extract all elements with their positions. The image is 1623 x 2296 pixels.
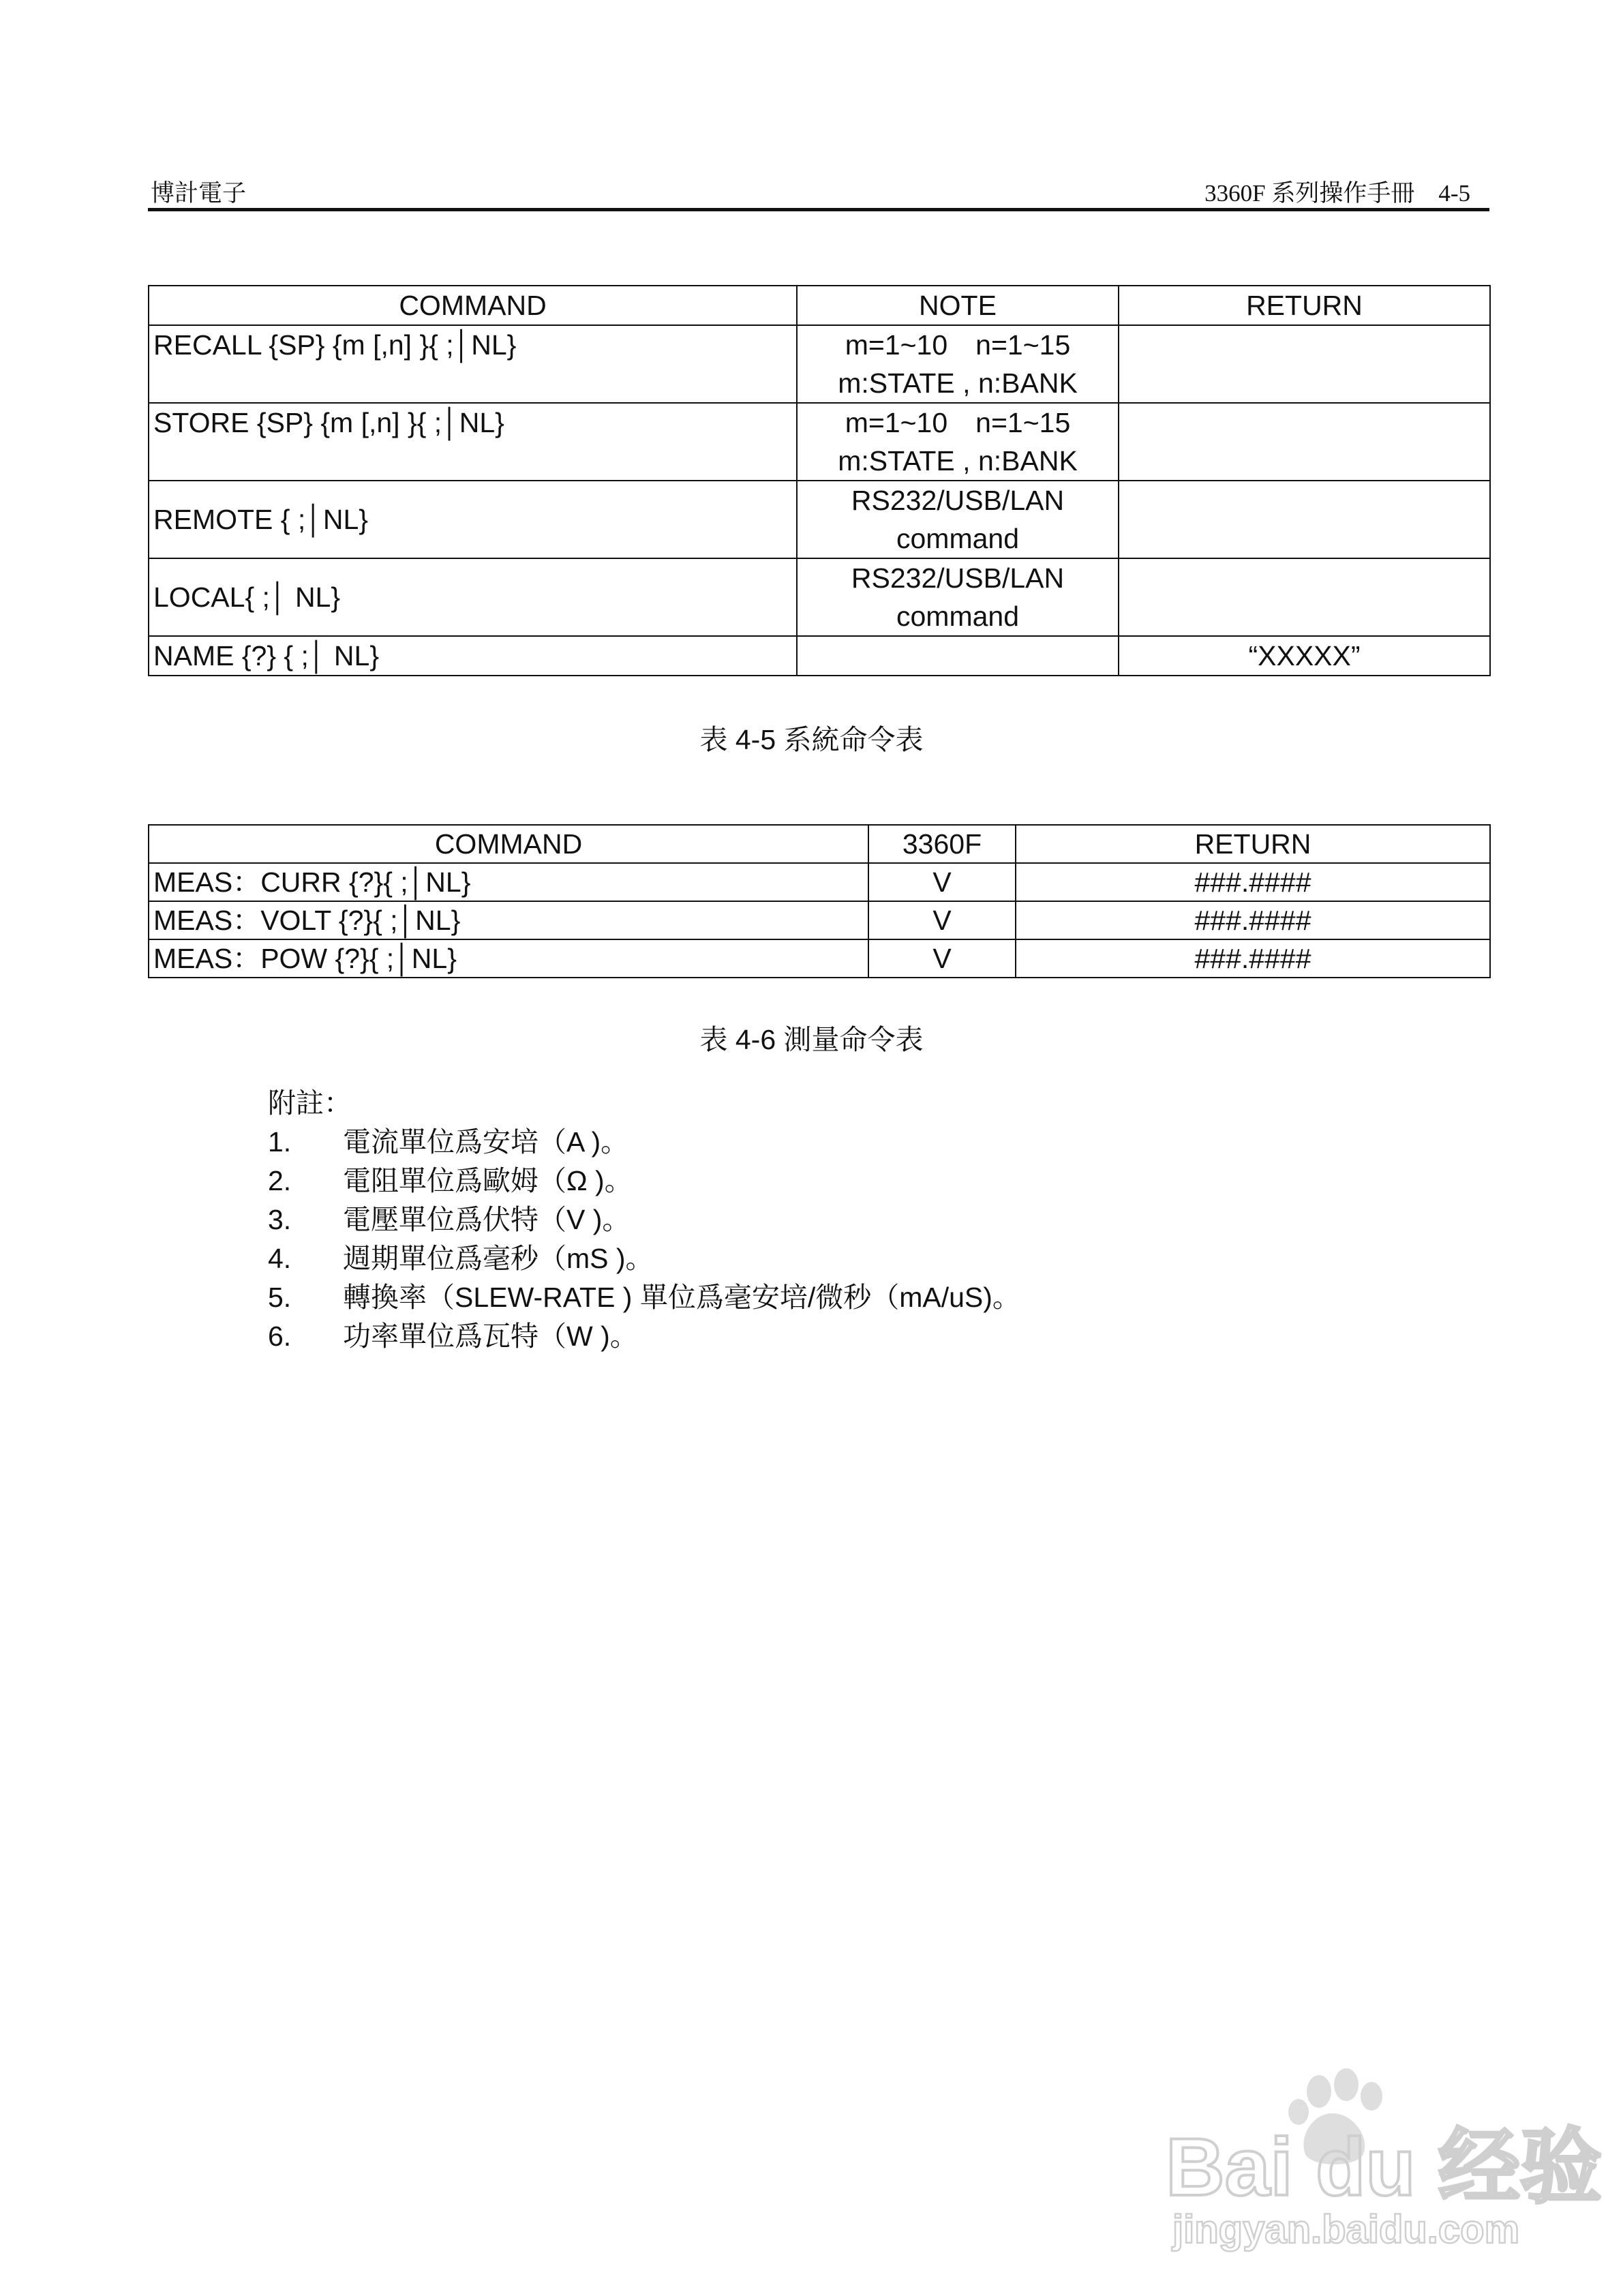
command-cell: REMOTE { ;│NL}	[149, 481, 797, 558]
list-item	[268, 1317, 1020, 1356]
note-line: RS232/USB/LAN	[851, 562, 1065, 594]
model-cell: V	[868, 939, 1016, 978]
model-cell: V	[868, 863, 1016, 901]
command-cell: LOCAL{ ;│ NL}	[149, 558, 797, 636]
item-text: 轉換率（SLEW-RATE ) 單位爲毫安培/微秒（mA/uS)。	[343, 1282, 1020, 1313]
table-header-row	[149, 286, 1490, 325]
return-cell	[1119, 558, 1490, 636]
table-row	[149, 403, 1490, 481]
header-model: 3360F	[868, 825, 1016, 863]
notes-section	[268, 1084, 1020, 1356]
item-number: 1.	[268, 1126, 292, 1158]
list-item	[268, 1200, 1020, 1239]
header-return: RETURN	[1119, 286, 1490, 325]
note-line: RS232/USB/LAN	[851, 485, 1065, 516]
company-name: 博計電子	[151, 180, 247, 207]
header-command: COMMAND	[149, 286, 797, 325]
table-row	[149, 558, 1490, 636]
table-row	[149, 481, 1490, 558]
watermark-url: jingyan.baidu.com	[1172, 2207, 1520, 2252]
system-command-table	[148, 285, 1491, 676]
table-row	[149, 901, 1490, 939]
command-cell: STORE {SP} {m [,n] }{ ;│NL}	[149, 403, 797, 481]
return-cell	[1119, 403, 1490, 481]
command-cell: RECALL {SP} {m [,n] }{ ;│NL}	[149, 325, 797, 403]
note-cell	[797, 636, 1119, 676]
note-line: m=1~10 n=1~15	[845, 407, 1071, 438]
note-cell	[797, 325, 1119, 403]
note-line: m:STATE , n:BANK	[838, 367, 1078, 399]
baidu-watermark	[1159, 2059, 1603, 2263]
item-text: 電壓單位爲伏特（V )。	[343, 1204, 631, 1235]
item-text: 功率單位爲瓦特（W )。	[343, 1320, 638, 1352]
return-cell: “XXXXX”	[1119, 636, 1490, 676]
command-cell: MEAS：CURR {?}{ ;│NL}	[149, 863, 868, 901]
header-command: COMMAND	[149, 825, 868, 863]
table-row	[149, 636, 1490, 676]
paw-logo-icon	[1159, 2059, 1603, 2263]
table-row	[149, 939, 1490, 978]
table-row	[149, 863, 1490, 901]
table-caption-4-5: 表 4-5 系統命令表	[699, 724, 924, 755]
return-cell	[1119, 481, 1490, 558]
note-line: command	[896, 601, 1019, 632]
measure-command-table	[148, 824, 1491, 978]
return-cell: ###.####	[1016, 901, 1490, 939]
header-note: NOTE	[797, 286, 1119, 325]
list-item	[268, 1162, 1020, 1200]
table-header-row	[149, 825, 1490, 863]
list-item	[268, 1123, 1020, 1162]
return-cell: ###.####	[1016, 863, 1490, 901]
watermark-logo-text: Bai du 经验	[1166, 2121, 1603, 2213]
manual-title-page: 3360F 系列操作手冊 4-5	[1204, 180, 1470, 207]
note-cell	[797, 558, 1119, 636]
list-item	[268, 1278, 1020, 1317]
item-number: 2.	[268, 1165, 292, 1196]
return-cell: ###.####	[1016, 939, 1490, 978]
note-cell	[797, 481, 1119, 558]
item-number: 3.	[268, 1204, 292, 1235]
list-item	[268, 1239, 1020, 1278]
item-text: 週期單位爲毫秒（mS )。	[343, 1243, 654, 1274]
command-cell: MEAS：POW {?}{ ;│NL}	[149, 939, 868, 978]
table-row	[149, 325, 1490, 403]
item-number: 5.	[268, 1282, 292, 1313]
header-return: RETURN	[1016, 825, 1490, 863]
header-divider	[148, 208, 1489, 211]
command-cell: MEAS：VOLT {?}{ ;│NL}	[149, 901, 868, 939]
model-cell: V	[868, 901, 1016, 939]
note-line: m:STATE , n:BANK	[838, 445, 1078, 477]
notes-title: 附註：	[268, 1087, 352, 1119]
command-cell: NAME {?} { ;│ NL}	[149, 636, 797, 676]
page-header	[148, 172, 1489, 206]
note-line: command	[896, 523, 1019, 554]
note-line: m=1~10 n=1~15	[845, 329, 1071, 361]
item-number: 6.	[268, 1320, 292, 1352]
item-text: 電流單位爲安培（A )。	[343, 1126, 629, 1158]
note-cell	[797, 403, 1119, 481]
return-cell	[1119, 325, 1490, 403]
item-number: 4.	[268, 1243, 292, 1274]
item-text: 電阻單位爲歐姆（Ω )。	[343, 1165, 633, 1196]
table-caption-4-6: 表 4-6 測量命令表	[699, 1024, 924, 1055]
